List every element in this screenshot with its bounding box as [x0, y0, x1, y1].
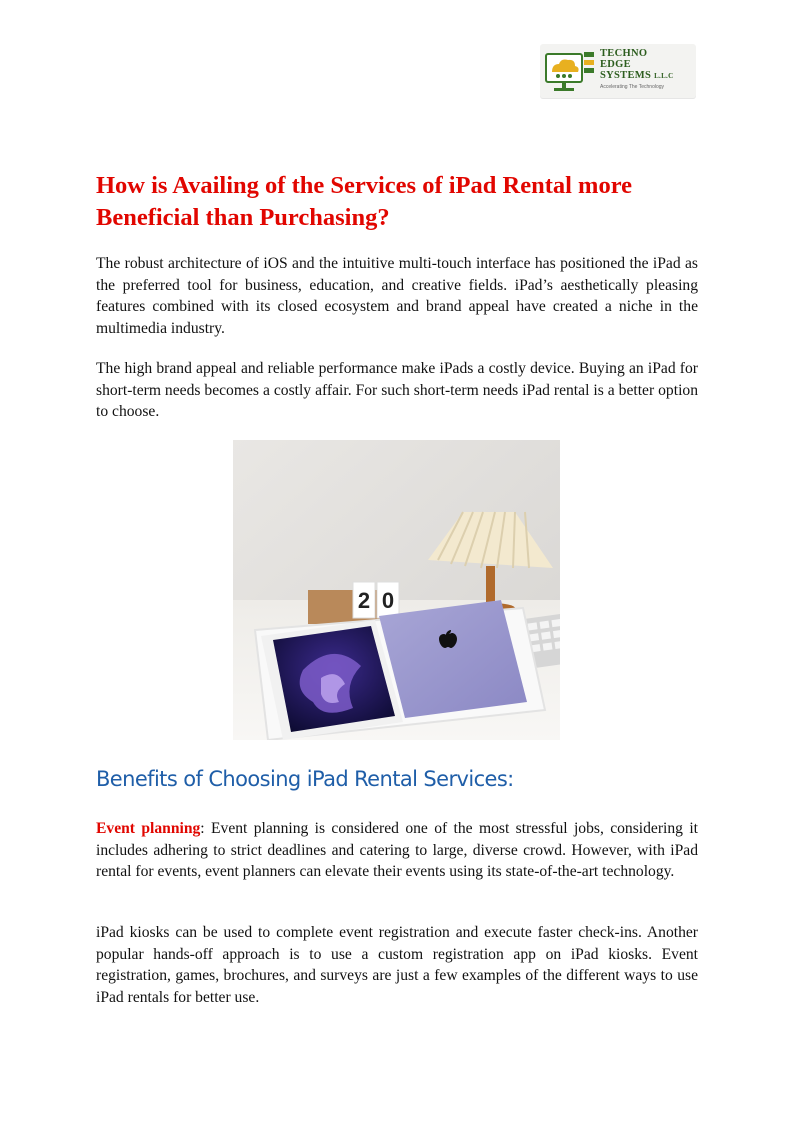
logo-line-3-text: SYSTEMS: [600, 70, 652, 81]
event-planning-paragraph: [96, 818, 698, 883]
event-planning-separator: :: [200, 820, 211, 837]
company-logo: [540, 44, 696, 98]
logo-tagline: Accelerating The Technology: [600, 84, 665, 90]
logo-wordmark: [600, 48, 673, 82]
event-planning-label: Event planning: [96, 820, 201, 837]
calendar-digit-2: 0: [381, 588, 395, 613]
calendar-digit-1: 2: [357, 588, 371, 613]
kiosk-paragraph: iPad kiosks can be used to complete event registration and execute faster check-ins. Another popular hands-off approach is to use a custom registration app on iPad kiosks. Event registration, games, brochures, and surveys are just a few examples of the different ways to use iPad rentals for better use.: [96, 924, 698, 1006]
logo-suffix: L.L.C: [654, 72, 674, 80]
intro-paragraph: The robust architecture of iOS and the intuitive multi-touch interface has positioned the iPad as the preferred tool for business, education, and creative fields. iPad’s aesthetically pleasing features combined with its closed ecosystem and brand appeal have created a niche in the multimedia industry.: [96, 255, 698, 337]
ipad-photo: [233, 440, 560, 740]
page-title: How is Availing of the Services of iPad Rental more Beneficial than Purchasing?: [96, 172, 632, 231]
ipad-scene-illustration: [233, 440, 560, 740]
cost-paragraph: The high brand appeal and reliable performance make iPads a costly device. Buying an iPad for short-term needs becomes a costly affair. For such short-term needs iPad rental is a better option to choose.: [96, 360, 698, 420]
event-planning-text: Event planning is considered one of the most stressful jobs, considering it includes adhering to strict deadlines and catering to large, diverse crowd. However, with iPad rental for events, event planners can elevate their events using its state-of-the-art technology.: [96, 820, 698, 880]
section-heading: Benefits of Choosing iPad Rental Services:: [96, 767, 514, 791]
logo-mark-icon: [544, 48, 598, 94]
logo-line-1: TECHNO: [600, 48, 648, 59]
logo-line-3: [600, 70, 673, 82]
logo-line-2: EDGE: [600, 59, 631, 70]
